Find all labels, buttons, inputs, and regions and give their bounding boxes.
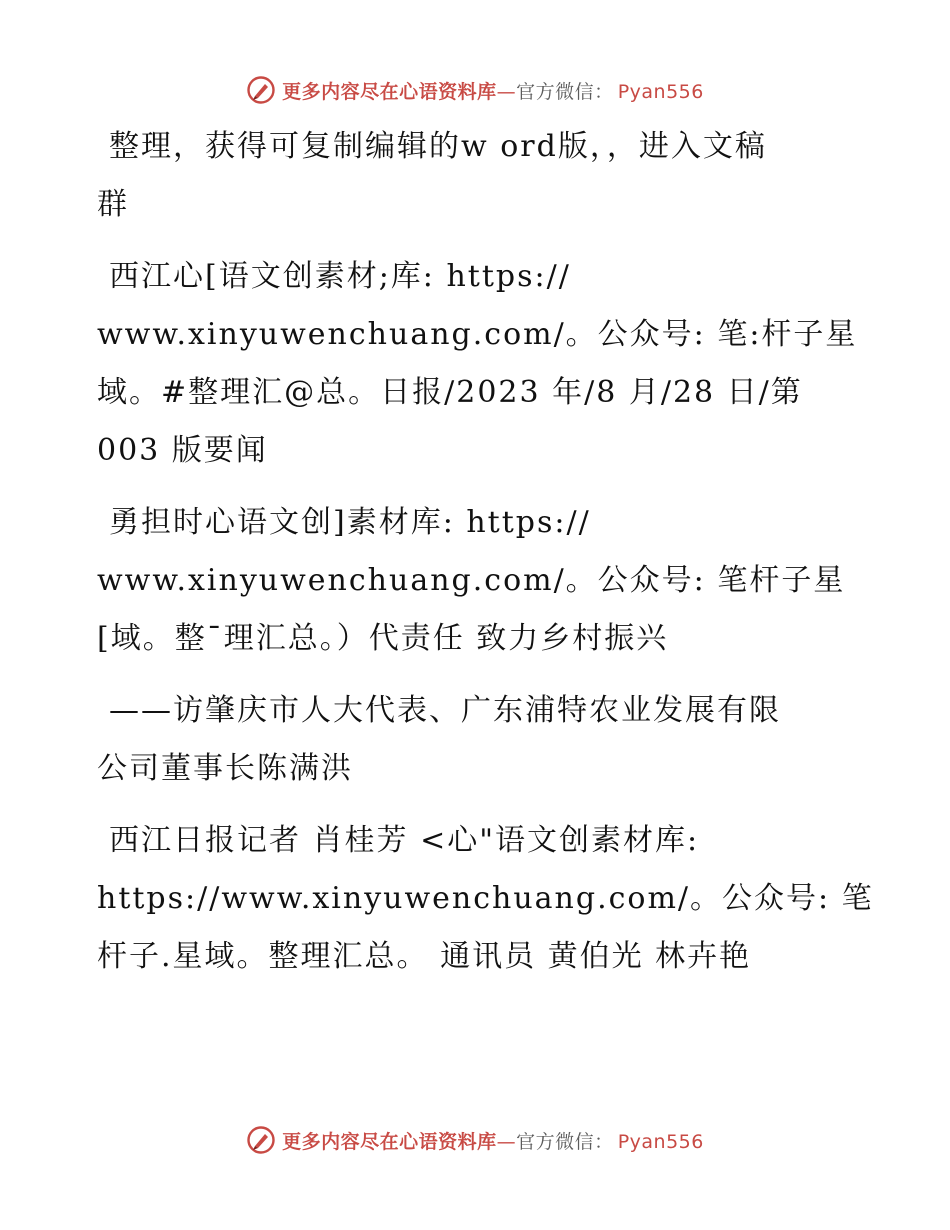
text-line: 西江心[语文创素材;库: https://: [109, 259, 571, 294]
footer-watermark-banner: [0, 1120, 950, 1160]
paragraph: [97, 118, 857, 234]
text-line: https://www.xinyuwenchuang.com/。公众号: 笔: [97, 881, 874, 916]
text-line: 西江日报记者 肖桂芳 <心"语文创素材库:: [109, 823, 700, 858]
banner-lead-text: 更多内容尽在心语资料库: [282, 1130, 497, 1153]
text-line: 公司董事长陈满洪: [97, 751, 353, 786]
paragraph: [97, 494, 857, 668]
text-line: 勇担时心语文创]素材库: https://: [109, 505, 591, 540]
text-line: 杆子.星域。整理汇总。 通讯员 黄伯光 林卉艳: [97, 939, 752, 974]
document-body: [97, 118, 874, 986]
banner-wechat-label: 官方微信：: [516, 1130, 614, 1153]
text-line: 整理，获得可复制编辑的w ord版，，进入文稿: [109, 129, 767, 164]
banner-dash: —: [496, 80, 517, 103]
pen-logo-icon: [246, 1125, 276, 1155]
banner-wechat-id: Pyan556: [617, 1130, 704, 1153]
banner-wechat-id: Pyan556: [617, 80, 704, 103]
text-line: [域。整¯理汇总。）代责任 致力乡村振兴: [97, 621, 669, 656]
text-line: ——访肇庆市人大代表、广东浦特农业发展有限: [109, 693, 781, 728]
text-line: 域。#整理汇@总。日报/2023 年/8 月/28 日/第: [97, 375, 803, 410]
text-line: www.xinyuwenchuang.com/。公众号: 笔杆子星: [97, 563, 846, 598]
paragraph: [97, 248, 857, 480]
text-line: 003 版要闻: [97, 433, 268, 468]
header-watermark-banner: [0, 70, 950, 110]
banner-dash: —: [496, 1130, 517, 1153]
text-line: 群: [97, 187, 129, 222]
banner-wechat-label: 官方微信：: [516, 80, 614, 103]
paragraph: [97, 682, 857, 798]
paragraph: [97, 812, 874, 986]
pen-logo-icon: [246, 75, 276, 105]
text-line: www.xinyuwenchuang.com/。公众号: 笔:杆子星: [97, 317, 858, 352]
banner-lead-text: 更多内容尽在心语资料库: [282, 80, 497, 103]
